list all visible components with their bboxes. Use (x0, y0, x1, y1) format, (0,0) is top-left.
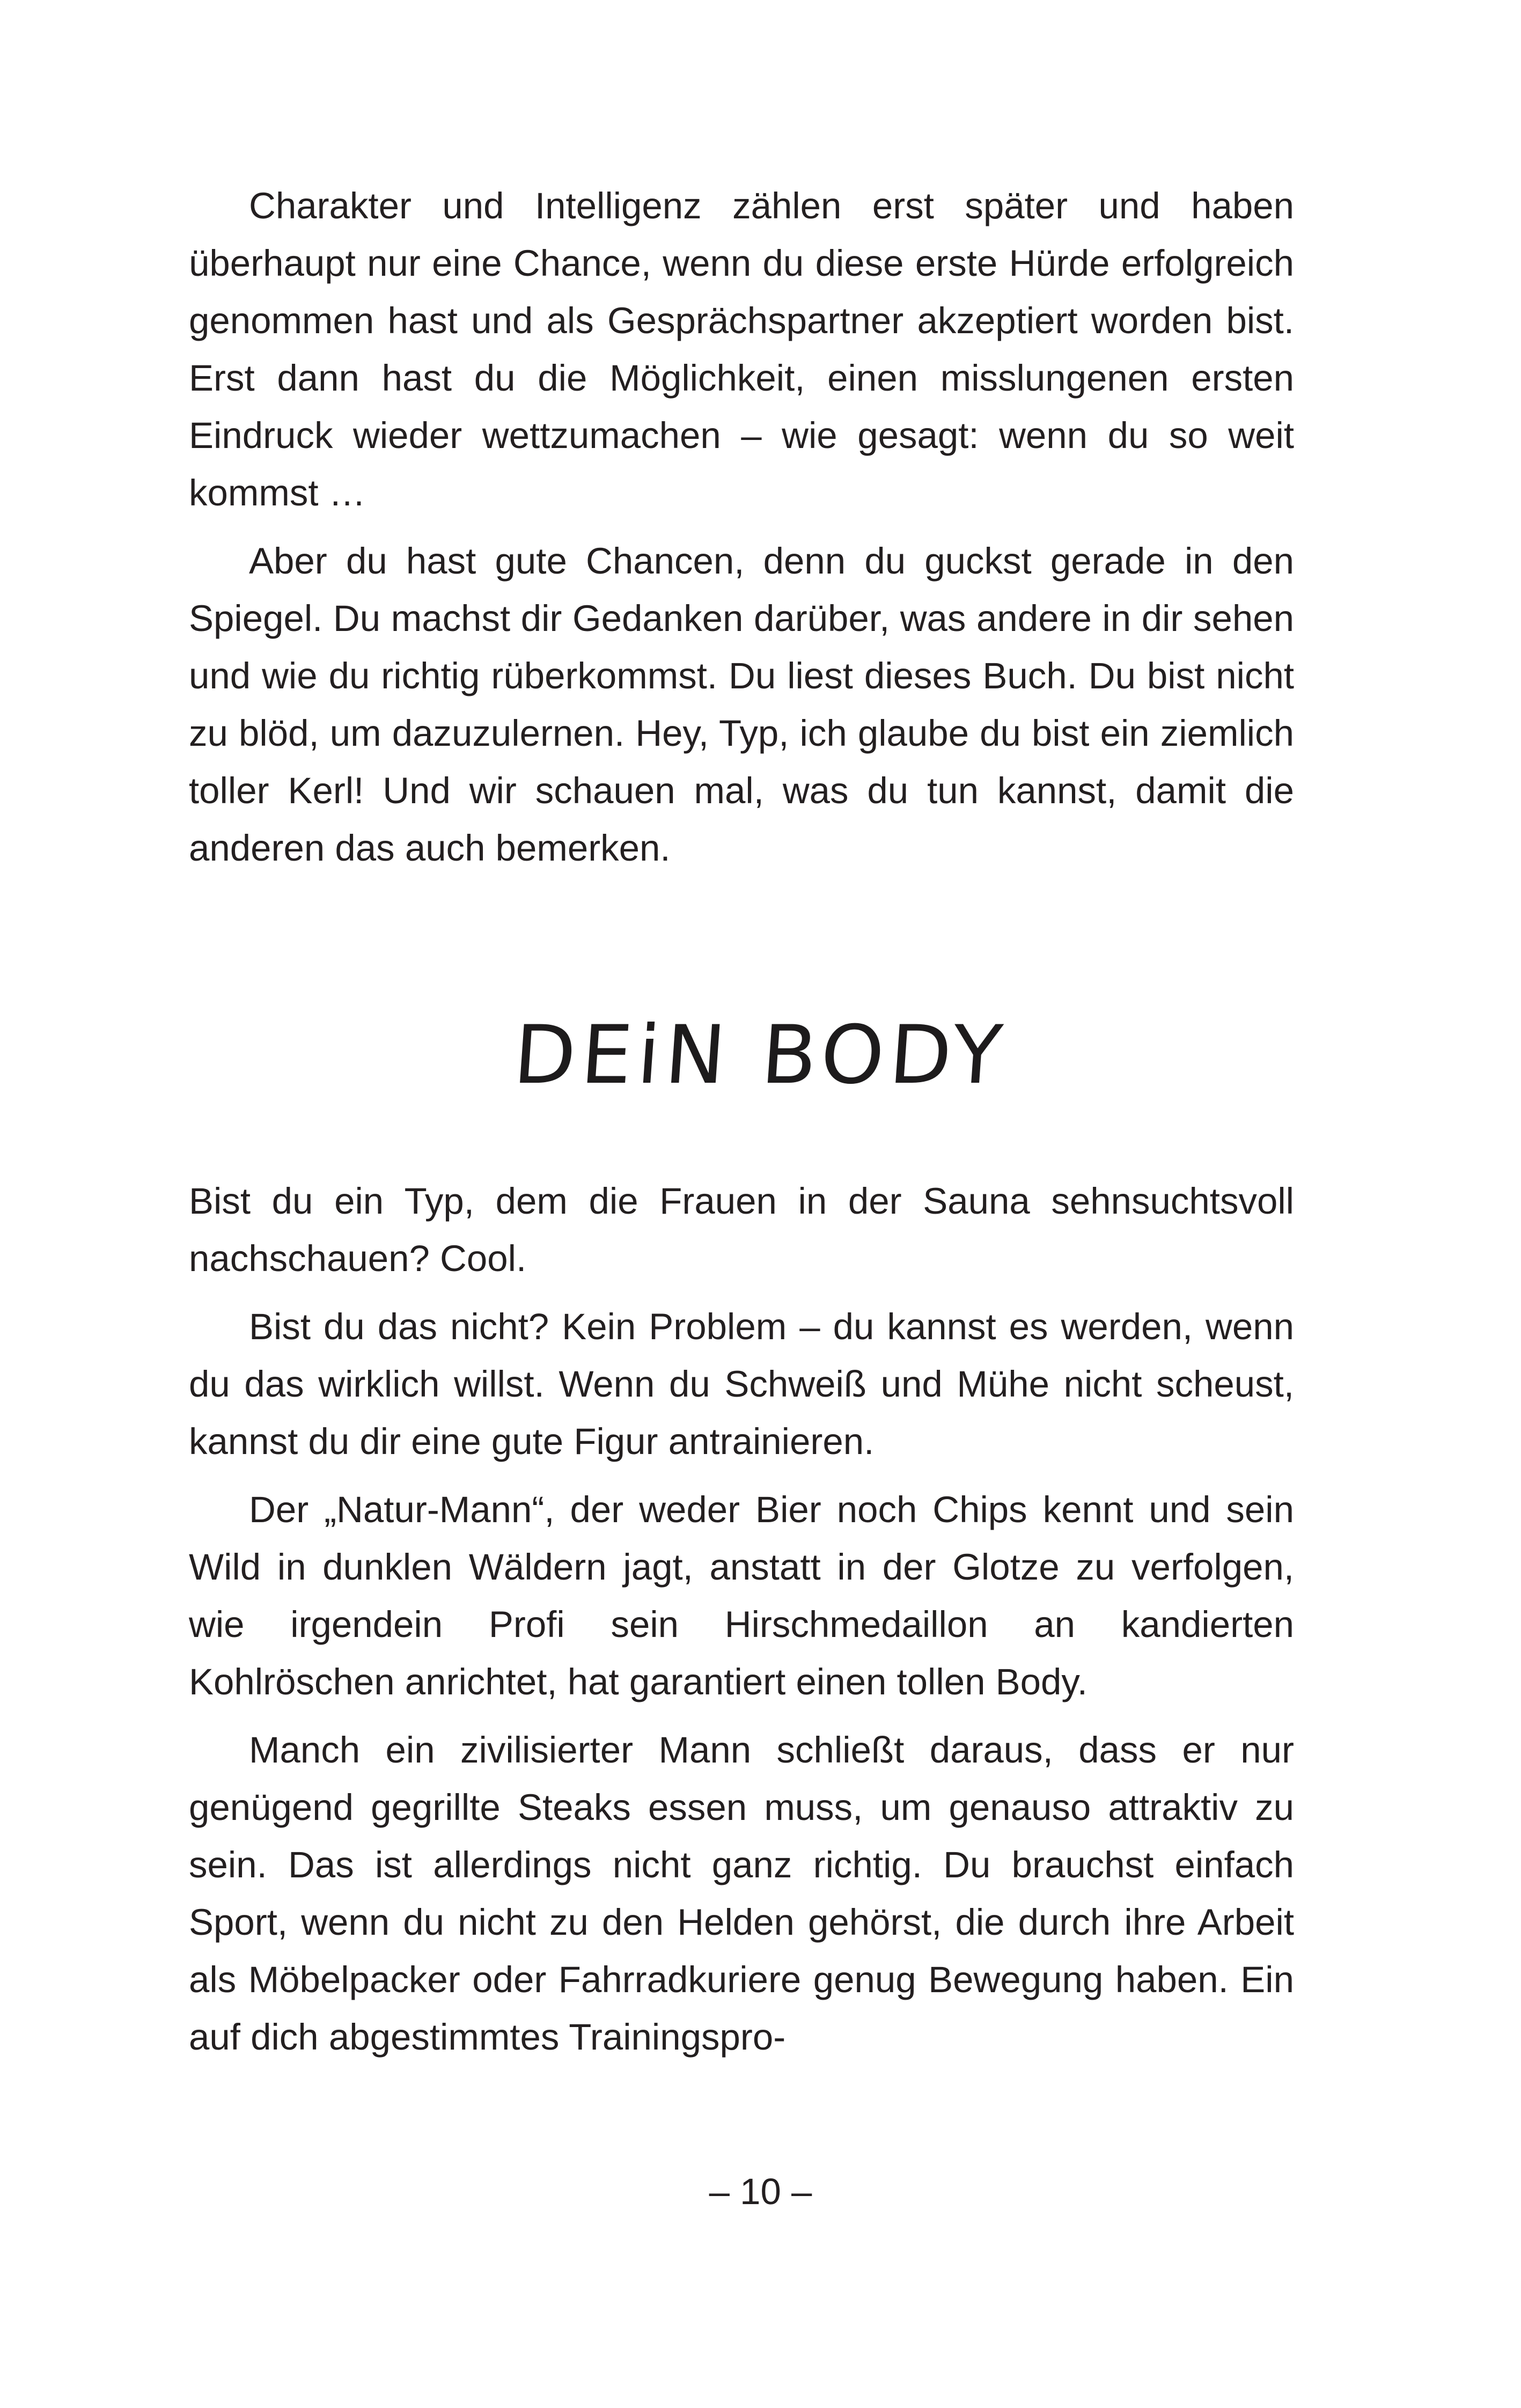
paragraph: Charakter und Intelligenz zählen erst später und haben überhaupt nur eine Chance, wenn du diese erste Hürde erfolgreich genommen hast und als Gesprächspartner akzeptiert worden bist. Erst dann hast du die Möglichkeit, einen misslungenen ersten Eindruck wieder wettzumachen – wie gesagt: wenn du so weit kommst … (189, 185, 1294, 513)
page-number: – 10 – (709, 2171, 812, 2212)
section-heading: DEiN BODY (510, 1009, 1011, 1102)
paragraph: Der „Natur-Mann“, der weder Bier noch Chips kennt und sein Wild in dunklen Wäldern jagt, anstatt in der Glotze zu verfolgen, wie irgendein Profi sein Hirschmedaillon an kandierten Kohlröschen anrichtet, hat garantiert einen tollen Body. (189, 1489, 1294, 1702)
paragraph: Aber du hast gute Chancen, denn du guckst gerade in den Spiegel. Du machst dir Gedanken darüber, was andere in dir sehen und wie du richtig rüberkommst. Du liest dieses Buch. Du bist nicht zu blöd, um dazuzulernen. Hey, Typ, ich glaube du bist ein ziemlich toller Kerl! Und wir schauen mal, was du tun kannst, damit die anderen das auch bemerken. (189, 540, 1294, 869)
paragraph: Bist du das nicht? Kein Problem – du kannst es werden, wenn du das wirklich willst. Wenn du Schweiß und Mühe nicht scheust, kannst du dir eine gute Figur antrainieren. (189, 1306, 1294, 1462)
paragraph: Bist du ein Typ, dem die Frauen in der Sauna sehnsuchtsvoll nachschauen? Cool. (189, 1180, 1294, 1279)
body-text-top (189, 177, 1294, 887)
body-text-bottom (189, 1172, 1294, 2076)
paragraph: Manch ein zivilisierter Mann schließt daraus, dass er nur genügend gegrillte Steaks essen muss, um genauso attraktiv zu sein. Das ist allerdings nicht ganz richtig. Du brauchst einfach Sport, wenn du nicht zu den Helden gehörst, die durch ihre Arbeit als Möbelpacker oder Fahrradkuriere genug Bewegung haben. Ein auf dich abgestimmtes Trainingspro- (189, 1729, 1294, 2058)
